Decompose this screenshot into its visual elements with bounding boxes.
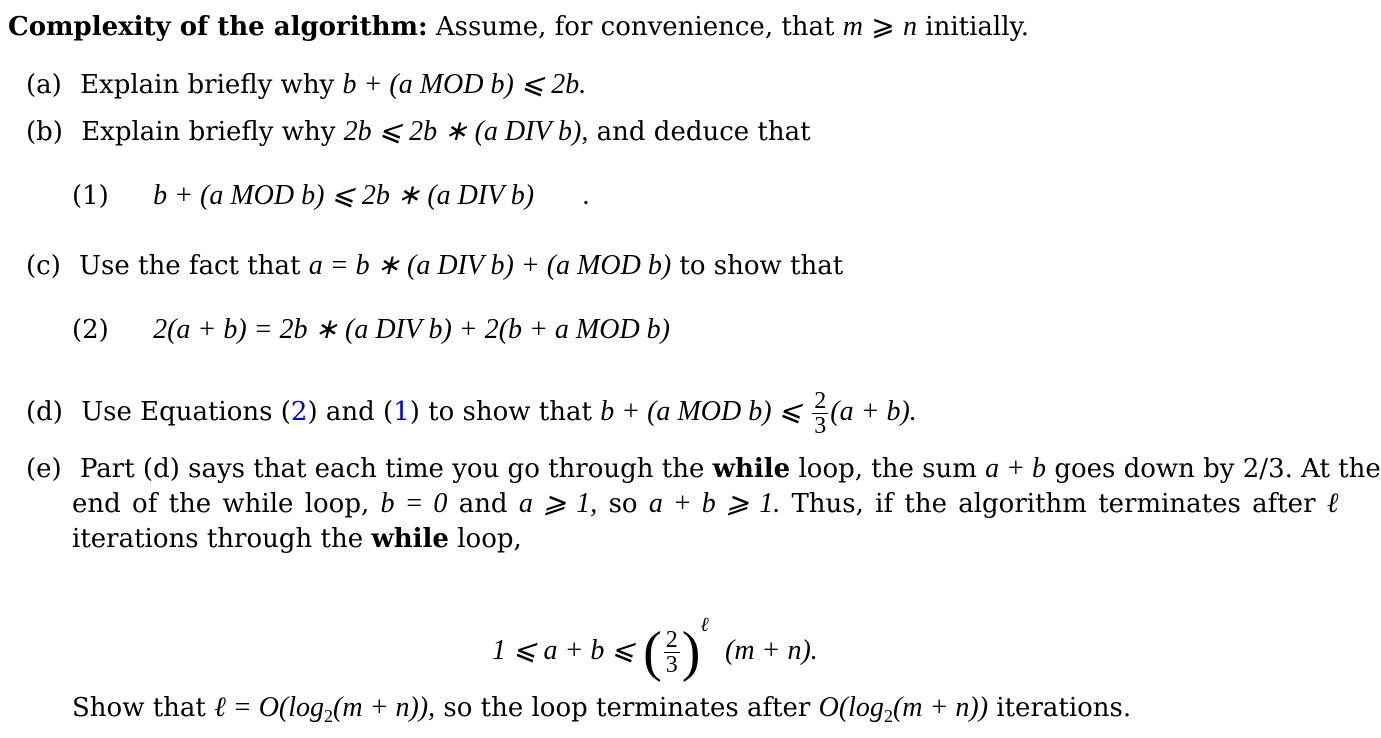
part-d-and: and	[325, 397, 375, 427]
part-d-text: Use Equations	[81, 397, 273, 427]
part-e-line-2	[72, 488, 1338, 520]
heading-text-after: initially.	[925, 12, 1030, 42]
final-sub-1: 2	[324, 706, 334, 726]
equation-2-math: 2(a + b) = 2b ∗ (a DIV b) + 2(b + a MOD b)	[153, 314, 671, 345]
part-c-text: Use the fact that	[79, 251, 301, 281]
part-d-math-right: (a + b).	[830, 396, 917, 427]
part-c-text-after: to show that	[679, 251, 844, 281]
part-e-text-2b: Thus, if the algorithm terminates after	[791, 489, 1316, 519]
part-d-math-left: b + (a MOD b) ⩽	[600, 396, 802, 427]
part-e-text-2a: end of the while loop,	[72, 489, 370, 519]
fraction-denominator: 3	[814, 412, 827, 439]
part-b-label: (b)	[26, 117, 63, 147]
part-e-math-2a: b = 0	[380, 488, 448, 519]
heading-title: Complexity of the algorithm:	[8, 12, 428, 42]
equation-1-label: (1)	[72, 181, 109, 211]
part-e-label: (e)	[26, 454, 62, 484]
heading-line	[8, 11, 1029, 43]
part-b-text: Explain briefly why	[81, 117, 336, 147]
equation-1-link[interactable]: 1	[393, 397, 410, 427]
part-a-text: Explain briefly why	[80, 70, 335, 100]
part-d: (d) Use Equations (2) and (1) to show that b + (a MOD b) ⩽ $\frac{2}{3}$ (a + b).	[26, 387, 917, 439]
part-b-math: 2b ⩽ 2b ∗ (a DIV b),	[343, 116, 589, 147]
part-e-text-3b: loop,	[457, 524, 522, 554]
final-text-b: so the loop terminates after	[443, 693, 811, 723]
part-c	[26, 250, 843, 282]
part-d-label: (d)	[26, 397, 63, 427]
final-text-a: Show that	[72, 693, 206, 723]
part-a-math: b + (a MOD b) ⩽ 2b.	[342, 69, 587, 100]
fraction-two-thirds	[812, 389, 828, 438]
final-sub-2: 2	[883, 706, 893, 726]
part-d-text-mid: to show that	[428, 397, 592, 427]
part-e-text-3a: iterations through the	[72, 524, 364, 554]
equation-2-label: (2)	[72, 315, 109, 345]
geq-symbol: ⩾	[871, 11, 895, 42]
part-e-math-2c: a + b ⩾ 1.	[648, 488, 781, 519]
part-e-text-1a: Part (d) says that each time you go through the	[79, 454, 705, 484]
part-a	[26, 69, 586, 101]
part-b	[26, 116, 811, 148]
part-e-line-1	[26, 453, 1381, 485]
display-denominator: 3	[665, 651, 678, 678]
part-e-text-1c: goes down by 2/3. At the	[1054, 454, 1381, 484]
display-numerator: 2	[665, 626, 678, 653]
part-e-while-2: while	[371, 524, 449, 554]
right-paren: )	[681, 621, 701, 683]
part-e-line-3	[72, 523, 522, 555]
part-a-label: (a)	[26, 70, 62, 100]
part-e-text-1b: loop, the sum	[798, 454, 977, 484]
final-math-2: O(log	[818, 692, 884, 723]
display-equation	[492, 590, 818, 686]
final-math-1b: (m + n)),	[333, 692, 436, 723]
var-m: m	[842, 11, 863, 42]
fraction-numerator: 2	[814, 387, 827, 414]
part-e-math-1: a + b	[985, 453, 1047, 484]
part-e-math-2b: a ⩾ 1,	[518, 488, 598, 519]
part-e-while-1: while	[712, 454, 791, 484]
final-text-c: iterations.	[996, 693, 1132, 723]
final-math-1: ℓ = O(log	[214, 692, 325, 723]
part-c-math: a = b ∗ (a DIV b) + (a MOD b)	[308, 250, 672, 281]
part-e-and: and	[458, 489, 508, 519]
heading-text: Assume, for convenience, that	[435, 12, 835, 42]
final-math-2b: (m + n))	[892, 692, 989, 723]
equation-1-period: .	[582, 180, 590, 211]
var-n: n	[903, 11, 917, 42]
equation-1	[72, 180, 589, 212]
display-left: 1 ⩽ a + b ⩽	[492, 635, 635, 666]
equation-2-link[interactable]: 2	[290, 397, 308, 427]
display-fraction	[664, 628, 680, 677]
part-e-ell: ℓ	[1326, 488, 1339, 519]
equation-1-math: b + (a MOD b) ⩽ 2b ∗ (a DIV b)	[153, 180, 535, 211]
part-b-text-after: and deduce that	[596, 117, 811, 147]
part-c-label: (c)	[26, 251, 61, 281]
left-paren: (	[643, 621, 662, 683]
display-exponent: ℓ	[700, 614, 709, 636]
display-right: (m + n).	[725, 635, 818, 666]
final-line	[72, 692, 1131, 732]
equation-2	[72, 314, 670, 346]
part-e-so: so	[608, 489, 638, 519]
